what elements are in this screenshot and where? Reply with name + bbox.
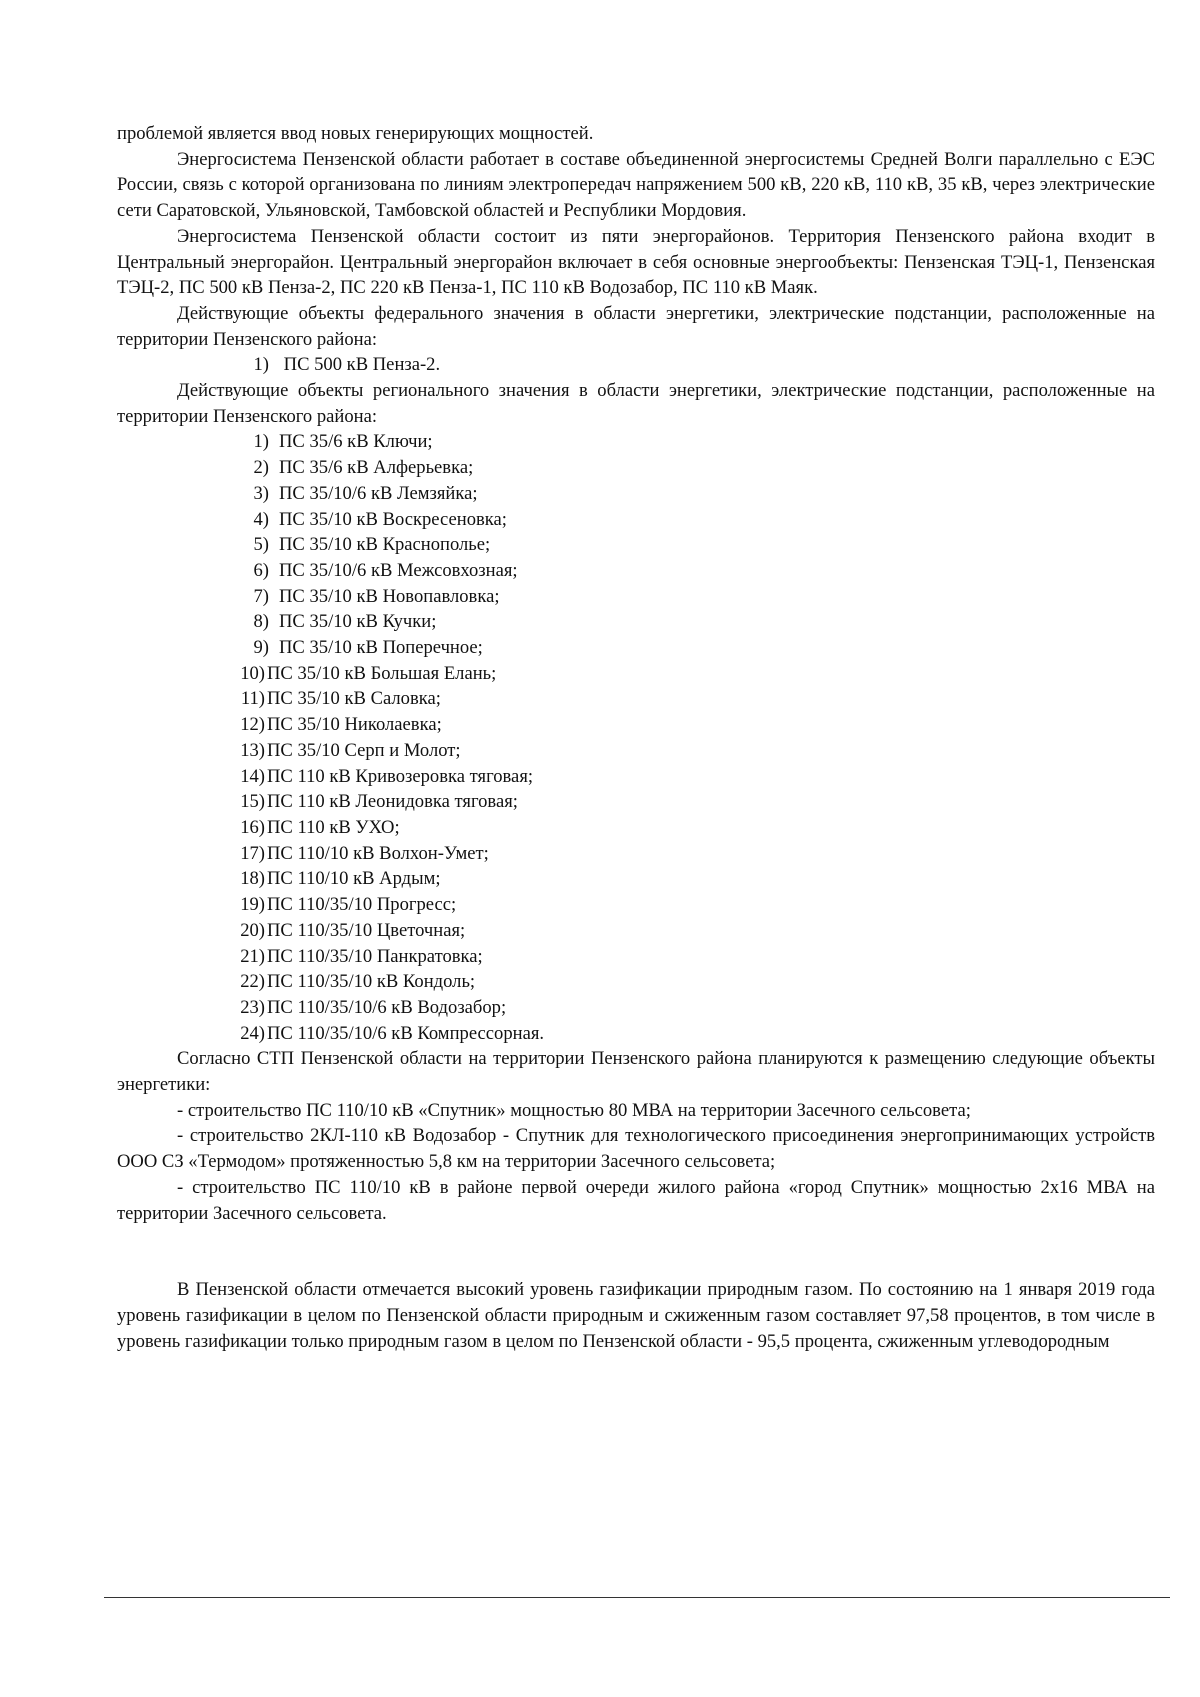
list-item (117, 789, 1155, 815)
list-item (117, 584, 1155, 610)
list-item (117, 841, 1155, 867)
list-item-text: ПС 110/35/10 Панкратовка; (267, 945, 483, 967)
list-item (117, 635, 1155, 661)
paragraph-planned-intro: Согласно СТП Пензенской области на территории Пензенского района планируются к размещению следующие объекты энергетики: (117, 1048, 1155, 1096)
list-item-text: ПС 35/10 кВ Новопавловка; (279, 585, 500, 607)
list-item-text: ПС 35/10 кВ Поперечное; (279, 637, 483, 659)
list-item-number: 1) (253, 354, 269, 376)
list-item-text: ПС 110 кВ Леонидовка тяговая; (267, 791, 518, 813)
list-item-number: 16) (240, 816, 265, 838)
list-item (117, 686, 1155, 712)
list-item (117, 429, 1155, 455)
list-item-number: 13) (240, 739, 265, 761)
list-item-number: 19) (240, 894, 265, 916)
list-item-number: 24) (240, 1022, 265, 1044)
list-item-number: 12) (240, 714, 265, 736)
list-item-text: ПС 110 кВ УХО; (267, 816, 400, 838)
list-item-text: ПС 35/10 кВ Воскресеновка; (279, 508, 507, 530)
list-item-number: 22) (240, 971, 265, 993)
list-item-number: 2) (253, 457, 269, 479)
list-item-text: ПС 35/10 кВ Большая Елань; (267, 662, 497, 684)
list-item-number: 15) (240, 791, 265, 813)
list-item (117, 481, 1155, 507)
list-item-number: 21) (240, 945, 265, 967)
list-item-text: ПС 35/10 Николаевка; (267, 714, 442, 736)
list-item (117, 738, 1155, 764)
list-item (117, 507, 1155, 533)
list-item (117, 532, 1155, 558)
list-item (117, 764, 1155, 790)
list-item-number: 3) (253, 482, 269, 504)
paragraph-planned-item-2: - строительство 2КЛ-110 кВ Водозабор - Спутник для технологического присоединения энергопринимающих устройств ООО СЗ «Термодом» протяженностью 5,8 км на территории Засечного сельсовета; (117, 1125, 1155, 1173)
list-item-text: ПС 35/10 кВ Краснополье; (279, 534, 491, 556)
list-item-text: ПС 500 кВ Пенза-2. (283, 354, 441, 376)
list-item-text: ПС 110/35/10 кВ Кондоль; (267, 971, 476, 993)
list-item (117, 609, 1155, 635)
list-item-number: 10) (240, 662, 265, 684)
section-gap (117, 1226, 1155, 1277)
paragraph-continuation: проблемой является ввод новых генерирующих мощностей. (117, 123, 594, 144)
list-item-number: 20) (240, 919, 265, 941)
list-item (117, 558, 1155, 584)
list-item (117, 352, 1155, 378)
list-item-number: 18) (240, 868, 265, 890)
list-item-text: ПС 35/10/6 кВ Межсовхозная; (279, 559, 518, 581)
list-item (117, 815, 1155, 841)
list-item-number: 1) (253, 431, 269, 453)
paragraph-regional-intro: Действующие объекты регионального значения в области энергетики, электрические подстанции, расположенные на территории Пензенского района: (117, 380, 1155, 427)
list-item-text: ПС 110/10 кВ Волхон-Умет; (267, 842, 489, 864)
list-item-text: ПС 110/35/10/6 кВ Водозабор; (267, 996, 507, 1018)
list-item-number: 6) (253, 559, 269, 581)
list-item-text: ПС 110/35/10/6 кВ Компрессорная. (267, 1022, 545, 1044)
list-item (117, 455, 1155, 481)
list-item-number: 17) (240, 842, 265, 864)
list-item-text: ПС 110/35/10 Прогресс; (267, 894, 457, 916)
paragraph-planned-item-1: - строительство ПС 110/10 кВ «Спутник» мощностью 80 МВА на территории Засечного сельсовета; (177, 1099, 971, 1121)
list-item (117, 892, 1155, 918)
list-item (117, 1021, 1155, 1047)
list-item-number: 7) (253, 585, 269, 607)
list-item (117, 866, 1155, 892)
footer-divider (104, 1597, 1170, 1598)
list-item-text: ПС 35/10 кВ Кучки; (279, 611, 437, 633)
list-item-number: 4) (253, 508, 269, 530)
list-item-number: 5) (253, 534, 269, 556)
list-item-text: ПС 35/10/6 кВ Лемзяйка; (279, 482, 478, 504)
list-item-number: 11) (240, 688, 265, 710)
list-item (117, 918, 1155, 944)
regional-substation-list (117, 429, 1155, 1046)
list-item-text: ПС 110/35/10 Цветочная; (267, 919, 466, 941)
list-item-text: ПС 35/10 кВ Саловка; (267, 688, 441, 710)
list-item (117, 661, 1155, 687)
paragraph-energy-system: Энергосистема Пензенской области работает в составе объединенной энергосистемы Средней Волги параллельно с ЕЭС России, связь с которой организована по линиям электропередач напряжением 500 кВ, 220 кВ, 110 кВ, 35 кВ, через электрические сети Саратовской, Ульяновской, Тамбовской областей и Республики Мордовия. (117, 148, 1155, 222)
list-item (117, 969, 1155, 995)
paragraph-gasification: В Пензенской области отмечается высокий уровень газификации природным газом. По состоянию на 1 января 2019 года уровень газификации в целом по Пензенской области природным и сжиженным газом составляет 97,58 процентов, в том числе в уровень газификации только природным газом в целом по Пензенской области - 95,5 процента, сжиженным углеводородным (117, 1279, 1155, 1352)
list-item-text: ПС 110 кВ Кривозеровка тяговая; (267, 765, 534, 787)
list-item-text: ПС 35/6 кВ Ключи; (279, 431, 433, 453)
list-item-number: 9) (253, 637, 269, 659)
paragraph-planned-item-3: - строительство ПС 110/10 кВ в районе первой очереди жилого района «город Спутник» мощностью 2х16 МВА на территории Засечного сельсовета. (117, 1176, 1155, 1224)
federal-substation-list (117, 352, 1155, 378)
paragraph-energy-districts: Энергосистема Пензенской области состоит из пяти энергорайонов. Территория Пензенского района входит в Центральный энергорайон. Центральный энергорайон включает в себя основные энергообъекты: Пензенская ТЭЦ-1, Пензенская ТЭЦ-2, ПС 500 кВ Пенза-2, ПС 220 кВ Пенза-1, ПС 110 кВ Водозабор, ПС 110 кВ Маяк. (117, 225, 1155, 299)
list-item-text: ПС 110/10 кВ Ардым; (267, 868, 441, 890)
list-item (117, 712, 1155, 738)
list-item (117, 995, 1155, 1021)
list-item-number: 14) (240, 765, 265, 787)
paragraph-federal-intro: Действующие объекты федерального значения в области энергетики, электрические подстанции, расположенные на территории Пензенского района: (117, 302, 1155, 350)
list-item (117, 944, 1155, 970)
list-item-text: ПС 35/6 кВ Алферьевка; (279, 457, 474, 479)
document-page (117, 121, 1155, 1354)
list-item-text: ПС 35/10 Серп и Молот; (267, 739, 461, 761)
list-item-number: 8) (253, 611, 269, 633)
list-item-number: 23) (240, 996, 265, 1018)
